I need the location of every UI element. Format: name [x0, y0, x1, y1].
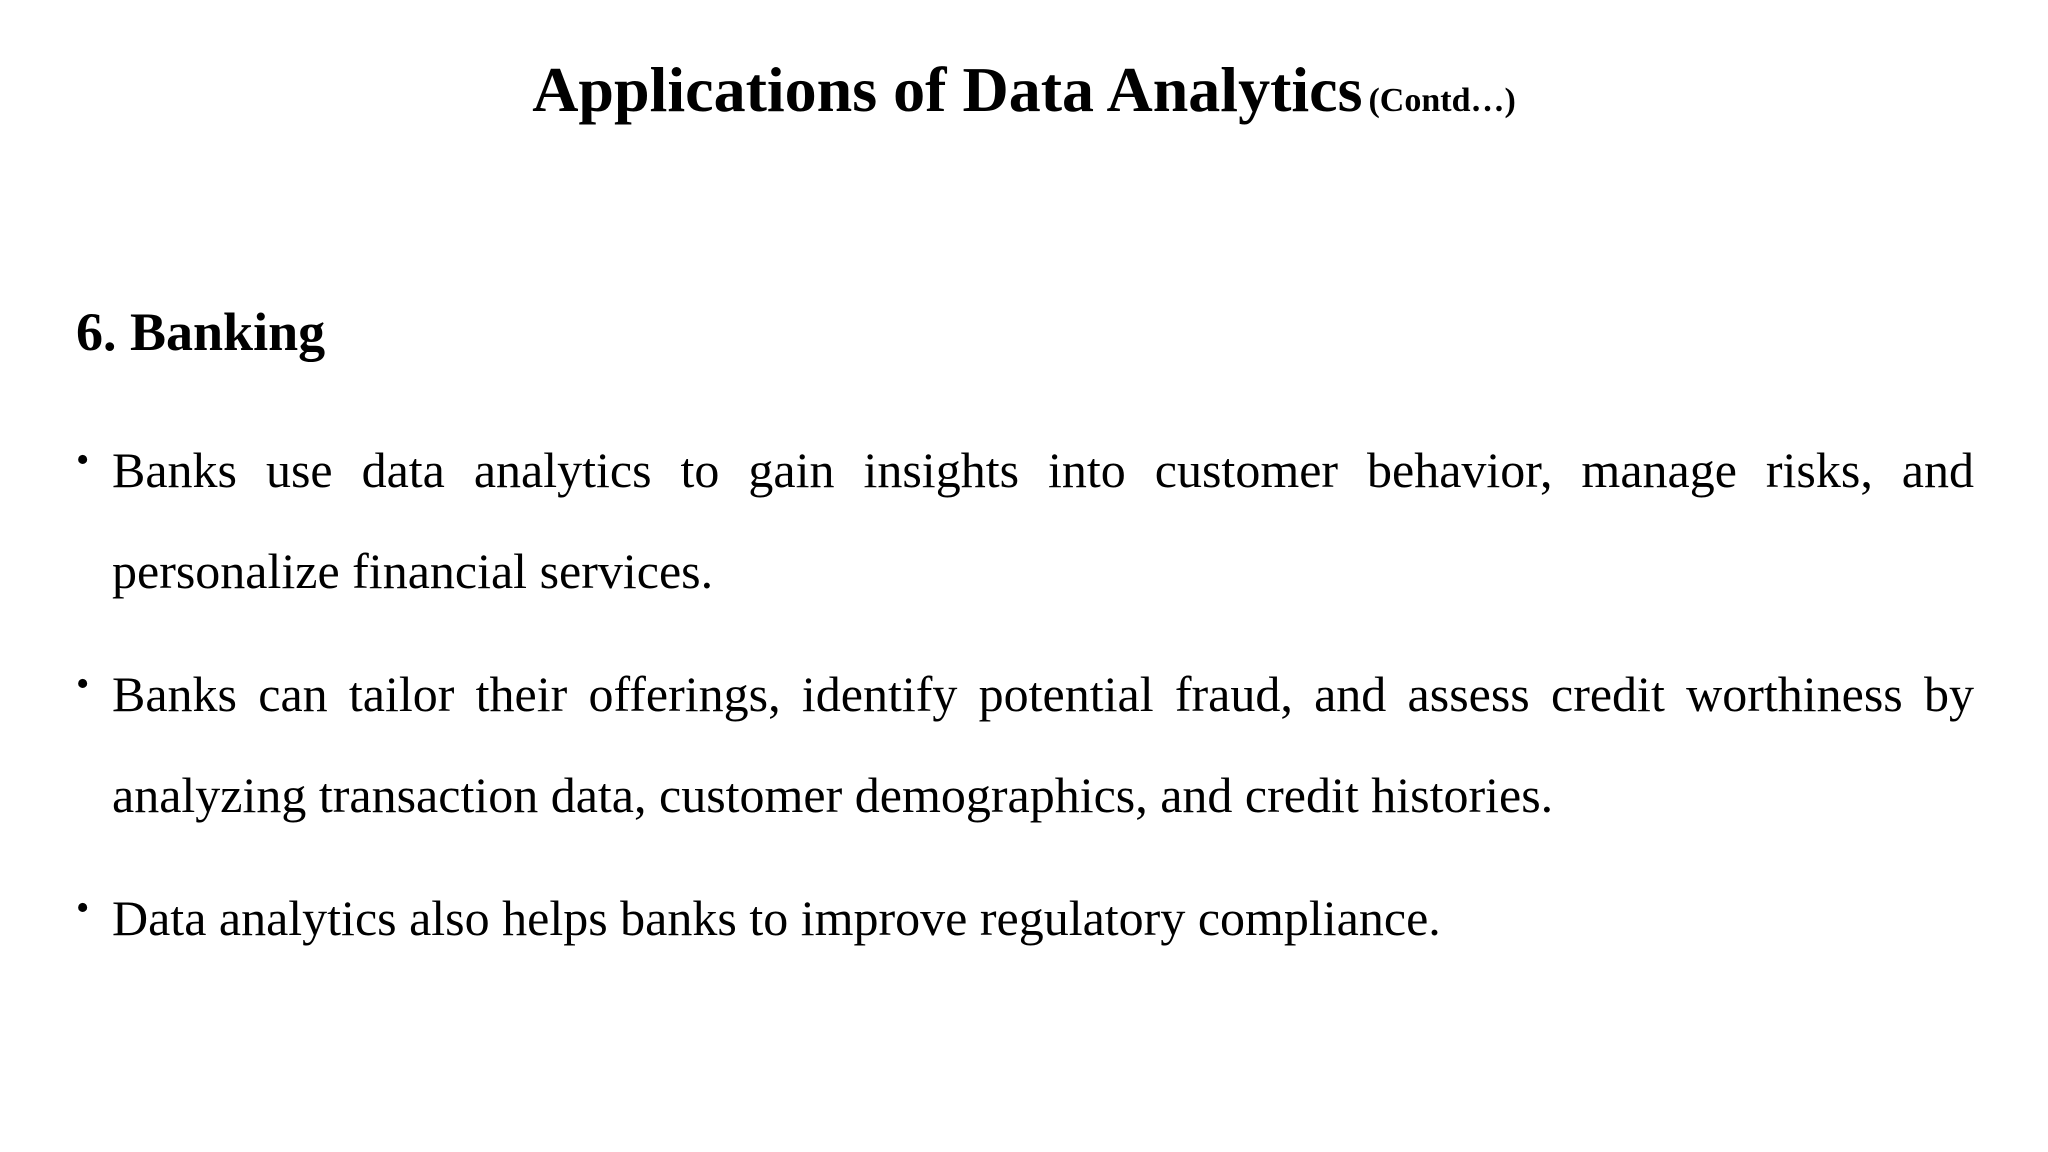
slide-title-suffix: (Contd…) [1368, 82, 1516, 119]
bullet-marker: • [76, 439, 90, 481]
bullet-text: Banks use data analytics to gain insights into customer behavior, manage risks, and personalize financial services. [112, 442, 1974, 599]
bullet-item [76, 420, 1974, 622]
bullet-marker: • [76, 663, 90, 705]
slide-title [0, 52, 2048, 139]
bullet-text: Data analytics also helps banks to improve regulatory compliance. [112, 890, 1441, 946]
bullet-item [76, 644, 1974, 846]
slide-title-text: Applications of Data Analytics [532, 54, 1363, 125]
bullet-list [76, 420, 1974, 991]
bullet-marker: • [76, 887, 90, 929]
bullet-text: Banks can tailor their offerings, identify potential fraud, and assess credit worthiness by analyzing transaction data, customer demographics, and credit histories. [112, 666, 1974, 823]
section-heading: 6. Banking [76, 302, 326, 362]
bullet-item [76, 868, 1974, 969]
